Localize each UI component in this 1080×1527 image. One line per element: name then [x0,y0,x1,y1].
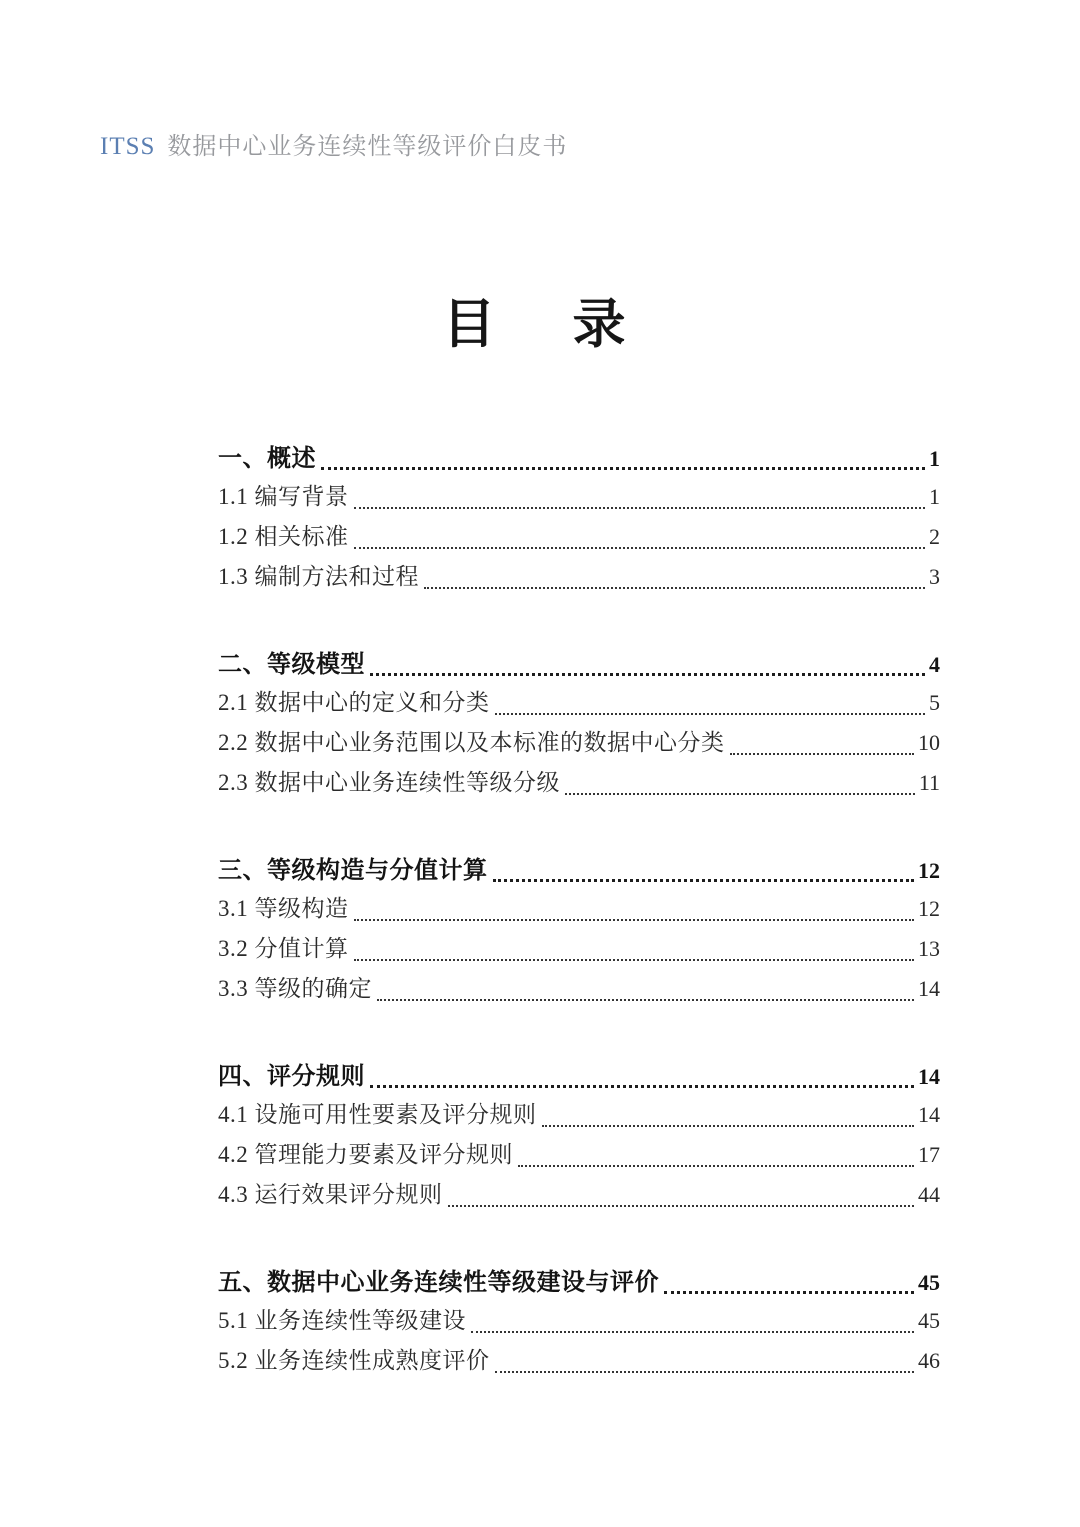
toc-entry-label: 四、评分规则 [218,1064,365,1090]
toc-heading-row [218,438,940,478]
leader-dots [730,753,915,755]
toc-entry-page: 1 [929,446,940,471]
toc-item-row [218,684,940,724]
itss-logo: ITSS [100,133,156,160]
toc-entry-page: 14 [918,1064,940,1089]
toc-entry-label: 3.2 分值计算 [218,936,349,961]
leader-dots [354,507,926,509]
toc-section-5 [218,1262,940,1382]
toc-item-row [218,558,940,598]
toc-item-row [218,1342,940,1382]
toc-heading-row [218,1262,940,1302]
toc-entry-label: 5.2 业务连续性成熟度评价 [218,1348,490,1373]
toc-entry-page: 1 [929,484,940,509]
toc-entry-page: 12 [918,896,940,921]
toc-entry-label: 5.1 业务连续性等级建设 [218,1308,466,1333]
leader-dots [377,999,914,1001]
header-title: 数据中心业务连续性等级评价白皮书 [167,134,568,160]
toc-heading-row [218,644,940,684]
leader-dots [354,547,926,549]
toc-entry-page: 46 [918,1348,940,1373]
toc-entry-label: 三、等级构造与分值计算 [218,858,488,884]
toc-item-row [218,930,940,970]
leader-dots [493,879,915,882]
leader-dots [370,1085,914,1088]
toc-entry-page: 5 [929,690,940,715]
toc-title: 目 录 [442,296,638,354]
toc-entry-label: 五、数据中心业务连续性等级建设与评价 [218,1270,659,1296]
leader-dots [424,587,925,589]
toc-entry-page: 44 [918,1182,940,1207]
leader-dots [354,919,915,921]
running-header [100,132,567,162]
toc-heading-row [218,850,940,890]
toc-heading-row [218,1056,940,1096]
toc-entry-page: 10 [918,730,940,755]
toc-section-3 [218,850,940,1010]
toc-item-row [218,478,940,518]
toc-entry-label: 1.1 编写背景 [218,484,349,509]
toc-entry-label: 2.1 数据中心的定义和分类 [218,690,490,715]
toc-entry-page: 45 [918,1308,940,1333]
toc-item-row [218,890,940,930]
leader-dots [542,1125,915,1127]
toc-entry-label: 4.1 设施可用性要素及评分规则 [218,1102,537,1127]
leader-dots [354,959,915,961]
leader-dots [495,1371,915,1373]
toc-entry-label: 1.2 相关标准 [218,524,349,549]
toc-item-row [218,970,940,1010]
leader-dots [370,673,925,676]
toc-entry-page: 2 [929,524,940,549]
toc-entry-page: 45 [918,1270,940,1295]
toc-entry-page: 13 [918,936,940,961]
leader-dots [518,1165,914,1167]
leader-dots [664,1291,914,1294]
toc-entry-label: 二、等级模型 [218,652,365,678]
leader-dots [321,467,925,470]
toc-entry-label: 2.3 数据中心业务连续性等级分级 [218,770,560,795]
toc-entry-page: 17 [918,1142,940,1167]
toc-entry-label: 4.2 管理能力要素及评分规则 [218,1142,513,1167]
toc-entry-page: 14 [918,976,940,1001]
toc-entry-label: 3.3 等级的确定 [218,976,372,1001]
toc-entry-label: 4.3 运行效果评分规则 [218,1182,443,1207]
leader-dots [471,1331,914,1333]
toc-entry-page: 12 [918,858,940,883]
toc-entry-label: 2.2 数据中心业务范围以及本标准的数据中心分类 [218,730,725,755]
toc-section-2 [218,644,940,804]
toc-section-4 [218,1056,940,1216]
toc-list [218,438,940,1382]
toc-entry-page: 4 [929,652,940,677]
toc-entry-page: 14 [918,1102,940,1127]
toc-entry-page: 3 [929,564,940,589]
toc-entry-page: 11 [918,770,940,795]
leader-dots [565,793,915,795]
toc-item-row [218,1136,940,1176]
toc-item-row [218,764,940,804]
toc-entry-label: 1.3 编制方法和过程 [218,564,419,589]
toc-item-row [218,1096,940,1136]
toc-section-1 [218,438,940,598]
leader-dots [448,1205,915,1207]
leader-dots [495,713,926,715]
toc-item-row [218,724,940,764]
toc-entry-label: 3.1 等级构造 [218,896,349,921]
toc-item-row [218,1302,940,1342]
toc-entry-label: 一、概述 [218,446,316,472]
toc-item-row [218,518,940,558]
toc-item-row [218,1176,940,1216]
